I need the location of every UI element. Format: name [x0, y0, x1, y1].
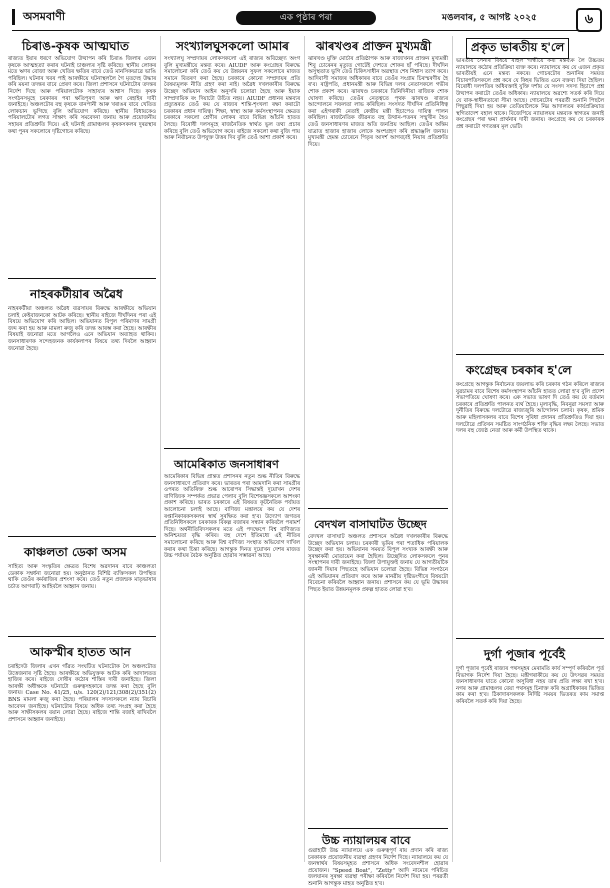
article-congress-body: কংগ্ৰেছে আগন্তুক নিৰ্বাচনত জয়লাভ কৰি চৰকাৰ গঠন কৰিলে ৰাজ্যৰ যুৱচামৰ বাবে বিশেষ কৰ্মসংস্থাপন আঁচনি হাতত লোৱা হ'ব বুলি প্ৰদেশ সভাপতিয়ে ঘোষণা কৰে। এক সভাত ভাষণ দি তেওঁ কয় যে বৰ্তমান চৰকাৰে প্ৰতিশ্ৰুতি পালনত ব্যৰ্থ হৈছে। মূল্যবৃদ্ধি, নিবনুৱা সমস্যা আৰু দুৰ্নীতিৰ বিৰুদ্ধে দলটোৱে ৰাজ্যজুৰি আন্দোলন চলাব। কৃষক, শ্ৰমিক আৰু মহিলাসকলৰ বাবে বিশেষ সুবিধা প্ৰদানৰ প্ৰতিশ্ৰুতিও দিয়া হয়। দলটোৱে প্ৰতিখন সমষ্টিত সাংগঠনিক শক্তি বৃদ্ধিৰ লক্ষ্য লৈছে। সভাত দলৰ বহু জ্যেষ্ঠ নেতা আৰু কৰ্মী উপস্থিত থাকে।: [456, 382, 604, 435]
page-number: ৬: [576, 8, 602, 32]
article-minorities-body: সংখ্যালঘু সম্প্ৰদায়ৰ লোকসকলো এই ৰাজ্যৰ অবিচ্ছেদ্য অংগ বুলি মুখ্যমন্ত্ৰীয়ে মন্তব্য কৰে। AIUDF আৰু কংগ্ৰেছৰ বিৰুদ্ধে সমালোচনা কৰি তেওঁ কয় যে উন্নয়নৰ সুফল সকলোৰে মাজত সমানে বিতৰণ কৰা হৈছে। চৰকাৰে কোনো সম্প্ৰদায়ৰ প্ৰতি বৈষম্যমূলক নীতি গ্ৰহণ কৰা নাই। অৱৈধ দখলকাৰীৰ বিৰুদ্ধে উচ্ছেদ অভিযান আইন অনুসৰি চলোৱা হৈছে আৰু ইয়াক সাম্প্ৰদায়িক ৰং দিয়াটো উচিত নহয়। AIUDF প্ৰধানৰ মন্তব্যৰ প্ৰত্যুত্তৰত তেওঁ কয় যে ৰাজ্যৰ শান্তি-শৃংখলা ৰক্ষা কৰাটো চৰকাৰৰ প্ৰধান দায়িত্ব। শিক্ষা, স্বাস্থ্য আৰু কৰ্মসংস্থাপনৰ ক্ষেত্ৰত চৰকাৰে সকলো শ্ৰেণীৰ লোকৰ বাবে বিভিন্ন আঁচনি হাতত লৈছে। বিৰোধী দলসমূহে ৰাজনৈতিক স্বাৰ্থত ভুল তথ্য প্ৰচাৰ কৰিছে বুলি তেওঁ অভিযোগ কৰে। ৰাইজে সকলো কথা বুজি পায় আৰু নিৰ্বাচনত উপযুক্ত উত্তৰ দিব বুলি তেওঁ আশা প্ৰকাশ কৰে।: [164, 56, 300, 142]
article-true-indian-body: ভাৰতীয় সেনাৰ বিষয়ে ৰাহুল গান্ধীয়ে কৰা মন্তব্যক লৈ উচ্চতম ন্যায়ালয়ে কঠোৰ প্ৰতিক্ৰিয়া ব্যক্ত কৰে। ন্যায়ালয়ে কয় যে এজন প্ৰকৃত ভাৰতীয়ই এনে মন্তব্য নকৰে। গোচৰটোৰ শুনানিৰ সময়ত বিচাৰপতিসকলে প্ৰশ্ন কৰে যে কিহৰ ভিত্তিত এনে বক্তব্য দিয়া হৈছিল। বিৰোধী দলপতিৰ অধিবক্তাই যুক্তি দৰ্শায় যে সংসদ সদস্য হিচাপে প্ৰশ্ন উত্থাপন কৰাটো তেওঁৰ অধিকাৰ। ন্যায়ালয়ে অৱশ্যে সতৰ্ক কৰি দিয়ে যে বাক-স্বাধীনতাৰো সীমা আছে। গোচৰটোৰ পৰৱৰ্তী শুনানি পিছলৈ পিছুৱাই দিয়া হয় আৰু তেতিয়ালৈকে নিম্ন আদালতৰ কাৰ্যপ্ৰক্ৰিয়াত স্থগিতাদেশ বহাল থাকে। বিজেপিয়ে ন্যায়ালয়ৰ মন্তব্যক স্বাগতম জনাই কংগ্ৰেছৰ পৰা ক্ষমা প্ৰাৰ্থনাৰ দাবী জনায়। কংগ্ৰেছে কয় যে চৰকাৰক প্ৰশ্ন কৰাটো গণতন্ত্ৰৰ মূল ভেটি।: [456, 58, 604, 130]
headline-true-indian: প্ৰকৃত ভাৰতীয় হ'লে: [466, 38, 569, 59]
article-divider: [164, 448, 300, 449]
article-chirang-body: ৰাজ্যত ইয়াৰ ধৰণে অভিযোগ উত্থাপন কৰি চিৰাঙ জিলাৰ এজন কৃষকে আত্মহত্যা কৰাৰ ঘটনাই চাঞ্চল্যৰ সৃষ্টি কৰিছে। স্থানীয় লোকৰ মতে ঋণৰ বোজা আৰু খেতিৰ ক্ষতিৰ বাবে তেওঁ মানসিকভাৱে ভাঙি পৰিছিল। ঘটনাৰ খবৰ পাই আৰক্ষীয়ে ঘটনাস্থললৈ গৈ মৃতদেহ উদ্ধাৰ কৰি ময়না তদন্তৰ বাবে প্ৰেৰণ কৰে। জিলা প্ৰশাসনে ঘটনাটোৰ তদন্তৰ নিৰ্দেশ দিছে আৰু পৰিয়ালটোক সাহায্যৰ আশ্বাস দিছে। কৃষক সংগঠনসমূহে চৰকাৰৰ পৰা ক্ষতিপূৰণ আৰু ঋণ ৰেহাইৰ দাবী জনাইছে। অঞ্চলটোৰ বহু কৃষকে বানপানী আৰু খৰাঙৰ বাবে খেতিত লোকচান ভুগিছে বুলি অভিযোগ কৰিছে। স্থানীয় বিধায়কেও পৰিয়ালটোৰ লগত সাক্ষাৎ কৰি সমবেদনা জনায় আৰু প্ৰয়োজনীয় সহায়ৰ প্ৰতিশ্ৰুতি দিয়ে। এই ঘটনাই গ্ৰামাঞ্চলৰ কৃষকসকলৰ দুৰৱস্থাৰ কথা পুনৰ সকলোৰে দৃষ্টিগোচৰ কৰিছে।: [8, 56, 156, 135]
headline-akasmi: আকস্মীৰ হাতত আন: [30, 645, 131, 659]
article-divider: [456, 638, 604, 639]
column-2: [164, 36, 300, 862]
article-eviction-body: বেদখল বাসাঘাট অঞ্চলত প্ৰশাসনে অৱৈধ দখলকাৰীৰ বিৰুদ্ধে উচ্ছেদ অভিযান চলায়। চৰকাৰী ভূমিৰ পৰা শতাধিক পৰিয়ালক উচ্ছেদ কৰা হয়। অভিযানৰ সময়ত বিপুল সংখ্যক আৰক্ষী আৰু সুৰক্ষাকৰ্মী মোতায়েন কৰা হৈছিল। উচ্ছেদিত লোকসকলে পুনৰ সংস্থাপনৰ দাবী জনাইছে। জিলা উপায়ুক্তই জনায় যে আগতীয়াকৈ জাননী দিয়াৰ পিছতহে অভিযান চলোৱা হৈছে। বিভিন্ন সংগঠনে এই অভিযানৰ প্ৰতিবাদ কৰে আৰু মানৱীয় দৃষ্টিভংগীৰে বিষয়টো বিবেচনা কৰিবলৈ আহ্বান জনায়। প্ৰশাসনে কয় যে ভূমি উদ্ধাৰৰ পিছত ইয়াত উন্নয়নমূলক প্ৰকল্প হাতত লোৱা হ'ব।: [308, 534, 448, 593]
article-akasmi-body: চৰাইদেউ জিলাৰ এখন গাঁৱত সংঘটিত ঘটনাটোক লৈ অঞ্চলটোত উত্তেজনাৰ সৃষ্টি হৈছে। আৰক্ষীয়ে অভিযুক্তক আটক কৰি আদালতত হাজিৰ কৰে। ৰাইজে দোষীৰ কঠোৰ শাস্তিৰ দাবী জনাইছে। জিলা আৰক্ষী অধীক্ষকে ঘটনাটো গুৰুত্বসহকাৰে তদন্ত কৰা হৈছে বুলি জনায়। Case No. 41/25, u/s. 120(2)/121/308(2)/351(2) BNS মামলা ৰুজু কৰা হৈছে। পৰিয়ালৰ সদস্যসকলে ন্যায় বিচাৰি আবেদন জনাইছে। ঘটনাটোৰ বিষয়ে অধিক তথ্য সংগ্ৰহ কৰা হৈছে আৰু সাক্ষীসকলৰ বয়ান লোৱা হৈছে। ৰাইজে শান্তি বজাই ৰাখিবলৈ প্ৰশাসনে আহ্বান জনাইছে।: [8, 664, 156, 723]
article-kanchanlata-body: সাহিত্য আৰু সংস্কৃতিৰ ক্ষেত্ৰত বিশেষ অৱদানৰ বাবে কাঞ্চলতা ডেকাক সম্বৰ্ধনা জনোৱা হয়। অনুষ্ঠানত বিশিষ্ট ব্যক্তিসকল উপস্থিত থাকি তেওঁৰ কৰ্মৰাজিৰ প্ৰশংসা কৰে। তেওঁ নতুন প্ৰজন্মক মাতৃভাষাৰ চৰ্চাত আগবাঢ়ি আহিবলৈ আহ্বান জনায়।: [8, 564, 156, 590]
article-divider: [308, 508, 448, 509]
article-divider: [8, 278, 156, 279]
article-divider: [8, 536, 156, 537]
headline-naharkatia: নাহৰকটীয়াৰ অৱৈধ: [30, 287, 123, 301]
headline-chirang: চিৰাঙ-কৃষক আত্মঘাত: [22, 39, 129, 53]
headline-highcourt: উচ্চ ন্যায়ালয়ৰ বাবে: [322, 834, 411, 847]
article-divider: [8, 636, 156, 637]
column-divider: [304, 36, 305, 862]
article-durga-puja-body: দুৰ্গা পূজাৰ পূৰ্বেই ৰাজ্যৰ পথসমূহৰ মেৰামতি কাৰ্য সম্পূৰ্ণ কৰিবলৈ পূৰ্ত বিভাগক নিৰ্দেশ দিয়া হৈছে। মন্ত্ৰীগৰাকীয়ে কয় যে উৎসৱৰ সময়ত জনসাধাৰণৰ যাতে কোনো অসুবিধা নহয় তাৰ প্ৰতি লক্ষ্য ৰখা হ'ব। নগৰ আৰু গ্ৰামাঞ্চলৰ বেয়া পথসমূহ চিনাক্ত কৰি অগ্ৰাধিকাৰৰ ভিত্তিত কাম কৰা হ'ব। ঠিকাদাৰসকলক নিৰ্দিষ্ট সময়ৰ ভিতৰত কাম সমাপ্ত কৰিবলৈ সতৰ্ক কৰি দিয়া হৈছে।: [456, 666, 604, 705]
article-jharkhand-body: ঝাৰখণ্ড মুক্তি মোৰ্চাৰ প্ৰতিষ্ঠাপক আৰু ৰাজ্যখনৰ প্ৰাক্তন মুখ্যমন্ত্ৰী শিবু চোৰেনৰ মৃত্যুত গোটেই দেশতে শোকৰ ছাঁ পৰিছে। দীৰ্ঘদিন অসুস্থতাত ভুগি তেওঁ চিকিৎসাধীন অৱস্থাত শেষ নিশ্বাস ত্যাগ কৰে। আদিবাসী সমাজৰ অধিকাৰৰ বাবে তেওঁৰ সংগ্ৰাম চিৰস্মৰণীয় হৈ ৰ'ব। ৰাষ্ট্ৰপতি, প্ৰধানমন্ত্ৰী আৰু বিভিন্ন দলৰ নেতাসকলে গভীৰ শোক প্ৰকাশ কৰে। ঝাৰখণ্ড চৰকাৰে তিনিদিনীয়া ৰাজ্যিক শোক ঘোষণা কৰিছে। তেওঁৰ নেতৃত্বতে পৃথক ঝাৰখণ্ড ৰাজ্যৰ আন্দোলনে সফলতা লাভ কৰিছিল। সংসদত দীৰ্ঘদিন প্ৰতিনিধিত্ব কৰা এইগৰাকী নেতাই কেন্দ্ৰীয় মন্ত্ৰী হিচাপেও দায়িত্ব পালন কৰিছিল। ৰাজনৈতিক জীৱনত বহু উত্থান-পতনৰ সন্মুখীন হৈও তেওঁ জনসাধাৰণৰ মাজত অতি জনপ্ৰিয় আছিল। তেওঁৰ অন্তিম যাত্ৰাত হাজাৰ হাজাৰ লোকে অংশগ্ৰহণ কৰি শ্ৰদ্ধাঞ্জলি জনায়। মুখ্যমন্ত্ৰী হেমন্ত চোৰেনে পিতৃৰ আদৰ্শ আগবঢ়াই নিয়াৰ প্ৰতিশ্ৰুতি দিয়ে।: [308, 56, 448, 148]
section-label: এক পৃষ্ঠাৰ পৰা: [279, 13, 333, 23]
headline-minorities: সংখ্যালঘুসকলো আমাৰ: [176, 39, 289, 53]
page-header: [0, 0, 610, 30]
column-divider: [452, 36, 453, 862]
column-4: [456, 36, 604, 862]
headline-congress: কংগ্ৰেছৰ চৰকাৰ হ'লে: [466, 363, 572, 377]
article-divider: [456, 354, 604, 355]
column-1: [8, 36, 156, 862]
header-rule: [12, 30, 598, 31]
article-divider: [308, 828, 448, 829]
headline-eviction: বেদখল বাসাঘাটত উচ্ছেদ: [314, 518, 427, 531]
headline-kanchanlata: কাঞ্চলতা ডেকা অসম: [24, 545, 127, 559]
article-america-body: আমেৰিকাৰ বিভিন্ন প্ৰান্তত প্ৰশাসনৰ নতুন শুল্ক নীতিৰ বিৰুদ্ধে জনসাধাৰণে প্ৰতিবাদ কৰে। ভাৰতৰ পৰা আমদানি কৰা সামগ্ৰীৰ ওপৰত অতিৰিক্ত শুল্ক আৰোপৰ সিদ্ধান্তই দুয়োখন দেশৰ বাণিজ্যিক সম্পৰ্কত প্ৰভাৱ পেলাব বুলি বিশেষজ্ঞসকলে আশংকা প্ৰকাশ কৰিছে। ভাৰত চৰকাৰে এই বিষয়ত কূটনৈতিক পৰ্যায়ত আলোচনা চলাই আছে। বাণিজ্য মন্ত্ৰালয়ে কয় যে দেশৰ ৰপ্তানিকাৰকসকলৰ স্বাৰ্থ সুৰক্ষিত কৰা হ'ব। উদ্যোগ জগতৰ প্ৰতিনিধিসকলে চৰকাৰক বিকল্প বজাৰৰ সন্ধান কৰিবলৈ পৰামৰ্শ দিছে। অৰ্থনীতিবিদসকলৰ মতে এই পদক্ষেপে বিশ্ব বাণিজ্যত অনিশ্চয়তা বৃদ্ধি কৰিব। বহু দেশে ইতিমধ্যে এই নীতিৰ সমালোচনা কৰিছে আৰু বিশ্ব বাণিজ্য সংস্থাত অভিযোগ দাখিল কৰাৰ কথা চিন্তা কৰিছে। আগন্তুক দিনত দুয়োখন দেশৰ মাজত উচ্চ পৰ্যায়ৰ বৈঠক অনুষ্ঠিত হোৱাৰ সম্ভাৱনা আছে।: [164, 474, 300, 560]
column-divider: [160, 36, 161, 862]
article-naharkatia-body: নাহৰকটীয়া অঞ্চলত অৱৈধ ব্যৱসায়ৰ বিৰুদ্ধে আৰক্ষীয়ে অভিযান চলাই কেইবাজনকো আটক কৰিছে। স্থানীয় ৰাইজে দীৰ্ঘদিনৰ পৰা এই বিষয়ে অভিযোগ কৰি আছিল। অভিযানত বিপুল পৰিমাণৰ সামগ্ৰী জব্দ কৰা হয় আৰু মামলা ৰুজু কৰি তদন্ত আৰম্ভ কৰা হৈছে। আৰক্ষীৰ বিষয়াই জনোৱা মতে আগলৈও এনে অভিযান অব্যাহত থাকিব। জনসাধাৰণক সন্দেহজনক কাৰ্যকলাপৰ বিষয়ে তথ্য দিবলৈ আহ্বান জনোৱা হৈছে।: [8, 306, 156, 352]
headline-america: আমেৰিকাত জনসাধাৰণ: [174, 458, 279, 471]
column-3: [308, 36, 448, 887]
masthead: অসমবাণী: [12, 9, 73, 25]
headline-durga-puja: দুৰ্গা পূজাৰ পূৰ্বেই: [484, 647, 566, 661]
headline-jharkhand: ঝাৰখণ্ডৰ প্ৰাক্তন মুখ্যমন্ত্ৰী: [316, 39, 432, 53]
article-highcourt-body: গুৱাহাটী উচ্চ ন্যায়ালয়ে এক গুৰুত্বপূৰ্ণ ৰায় প্ৰদান কৰি ৰাজ্য চৰকাৰক প্ৰয়োজনীয় ব্যৱস্থা গ্ৰহণৰ নিৰ্দেশ দিছে। ন্যায়ালয়ে কয় যে জনস্বাৰ্থৰ বিষয়সমূহত প্ৰশাসনে অধিক সংবেদনশীল হোৱাৰ প্ৰয়োজন। "Speed Boat", "Zetty" আদি নামেৰে পৰিচিত জলযানৰ সুৰক্ষা ব্যৱস্থা পৰীক্ষা কৰিবলৈ নিৰ্দেশ দিয়া হয়। পৰৱৰ্তী শুনানি আগন্তুক মাহত অনুষ্ঠিত হ'ব।: [308, 848, 448, 887]
issue-date: মঙলবাৰ, ৫ আগষ্ট ২০২৫: [442, 13, 537, 23]
